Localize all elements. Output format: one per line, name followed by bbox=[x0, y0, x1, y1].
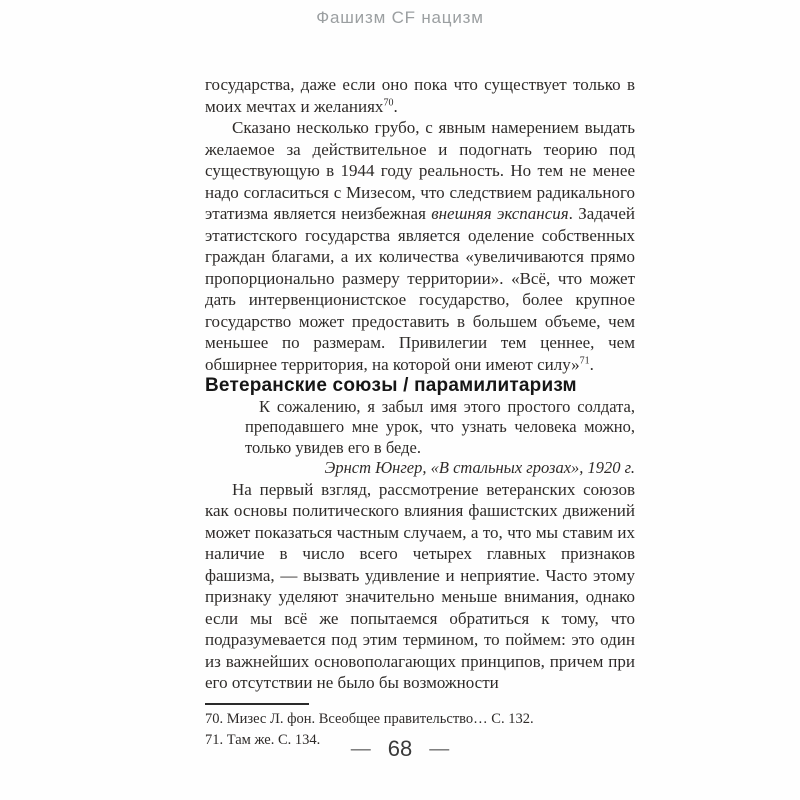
epigraph bbox=[245, 397, 635, 479]
page-body bbox=[205, 74, 635, 751]
epigraph-text: К сожалению, я забыл имя этого простого солдата, преподавшего мне урок, что узнать человека можно, только увидев его в беде. bbox=[245, 396, 635, 457]
paragraph-etatism-text: Сказано несколько грубо, с явным намерением выдать желаемое за действительное и подогнать теорию под существующую в 1944 году реальность. Но тем не менее надо согласиться с Мизесом, что следствием радикального этатизма является неизбежная bbox=[205, 118, 635, 223]
paragraph-etatism-text-2: . Задачей этатистского государства является оделение собственных граждан благами, а их количества «увеличиваются прямо пропорционально размеру территории». «Всё, что может дать интервенционистское государство, более крупное государство может предоставить в большем объеме, чем меньшее по размерам. Привилегии тем ценнее, чем обширнее территория, на которой они имеют силу» bbox=[205, 204, 635, 374]
footnote-item: 70. Мизес Л. фон. Всеобщее правительство… С. 132. bbox=[205, 710, 534, 727]
paragraph-continuation bbox=[205, 74, 635, 117]
paragraph-etatism bbox=[205, 117, 635, 375]
footnote-ref-70: 70 bbox=[383, 96, 394, 108]
paragraph-continuation-text: государства, даже если оно пока что существует только в моих мечтах и желаниях bbox=[205, 75, 635, 116]
paragraph-etatism-tail: . bbox=[589, 354, 594, 374]
paragraph-etatism-italic: внешняя экспансия bbox=[431, 204, 569, 223]
footnote-item: 71. Там же. С. 134. bbox=[205, 731, 321, 748]
section-heading: Ветеранские союзы / парамилитаризм bbox=[205, 375, 577, 396]
page-number-dash-right: — bbox=[429, 738, 450, 760]
page-footer bbox=[0, 738, 800, 760]
footnote-ref-71: 71 bbox=[579, 354, 590, 366]
paragraph-continuation-tail: . bbox=[393, 96, 398, 116]
page-number: 68 bbox=[387, 736, 413, 761]
paragraph-veterans: На первый взгляд, рассмотрение ветеранских союзов как основы политического влияния фашистских движений может показаться частным случаем, а то, что мы ставим их наличие в число всего четырех главных признаков фашизма, — вызвать удивление и неприятие. Часто этому признаку уделяют значительно меньше внимания, однако если мы всё же попытаемся обратиться к тому, что подразумевается под этим термином, то поймем: это один из важнейших основополагающих принципов, причем при его отсутствии не было бы возможности bbox=[205, 479, 635, 692]
running-head: Фашизм CF нацизм bbox=[316, 8, 484, 27]
epigraph-attribution: Эрнст Юнгер, «В стальных грозах», 1920 г. bbox=[324, 458, 635, 477]
footnote-separator bbox=[205, 703, 309, 705]
page-number-dash-left: — bbox=[350, 738, 371, 760]
